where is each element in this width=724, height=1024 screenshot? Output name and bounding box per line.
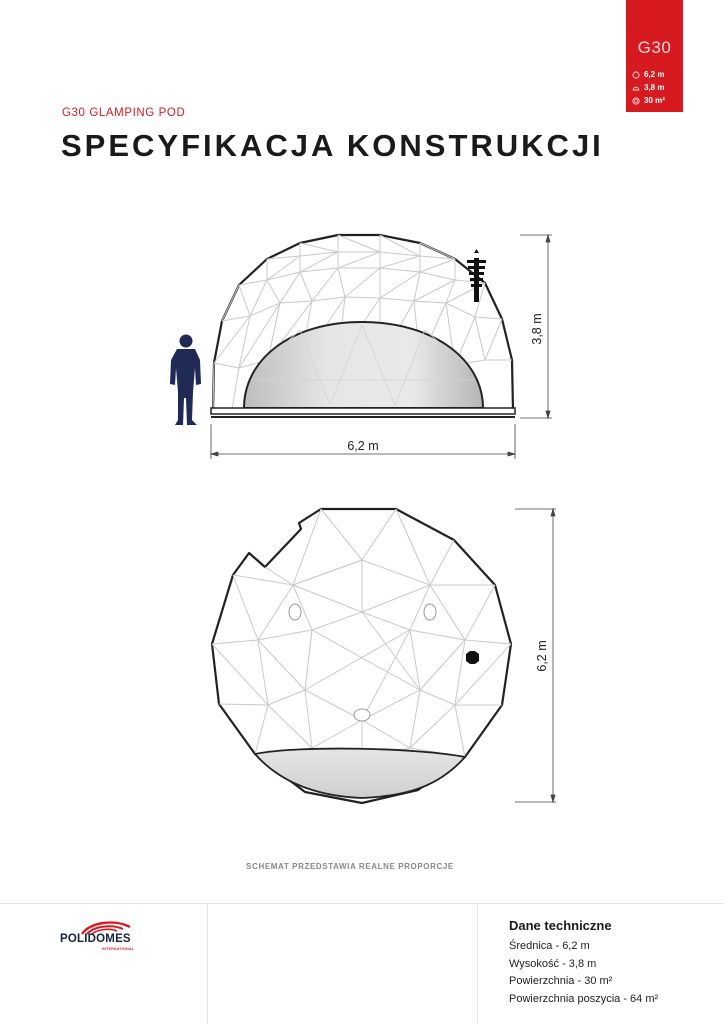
tech-item-diameter: Średnica - 6,2 m (509, 940, 590, 952)
tech-item-cover-area: Powierzchnia poszycia - 64 m² (509, 992, 659, 1005)
badge-title: G30 (637, 38, 672, 57)
elevation-height-label: 3,8 m (530, 313, 544, 345)
elevation-width-label: 6,2 m (347, 439, 379, 453)
footer-divider (0, 903, 724, 904)
dome-elevation (211, 235, 515, 417)
technical-data-title: Dane techniczne (509, 918, 612, 933)
dome-plan (212, 509, 511, 803)
footer-column-divider (477, 904, 478, 1024)
skylight-icon (354, 709, 370, 721)
plan-entrance-area (255, 749, 465, 798)
badge-area-value: 30 m² (644, 96, 665, 105)
person-silhouette-icon (170, 335, 201, 426)
dome-base (211, 408, 515, 414)
skylight-icon (424, 604, 436, 620)
logo-subtext: INTERNATIONAL (102, 947, 135, 951)
plan-diameter-label: 6,2 m (535, 640, 549, 672)
footer-column-divider (207, 904, 208, 1024)
tech-item-area: Powierzchnia - 30 m² (509, 975, 613, 987)
technical-data (509, 918, 709, 1008)
chimney-hex-icon (466, 651, 479, 664)
skylight-icon (289, 604, 301, 620)
badge-diameter-value: 6,2 m (644, 70, 665, 79)
badge-height-value: 3,8 m (644, 83, 665, 92)
product-subtitle: G30 GLAMPING POD (62, 107, 186, 119)
tech-item-height: Wysokość - 3,8 m (509, 957, 597, 970)
proportions-caption: SCHEMAT PRZEDSTAWIA REALNE PROPORCJE (246, 862, 454, 871)
polidomes-logo (60, 917, 150, 957)
page-title: SPECYFIKACJA KONSTRUKCJI (61, 128, 604, 163)
logo-text: POLIDOMES (60, 933, 131, 945)
